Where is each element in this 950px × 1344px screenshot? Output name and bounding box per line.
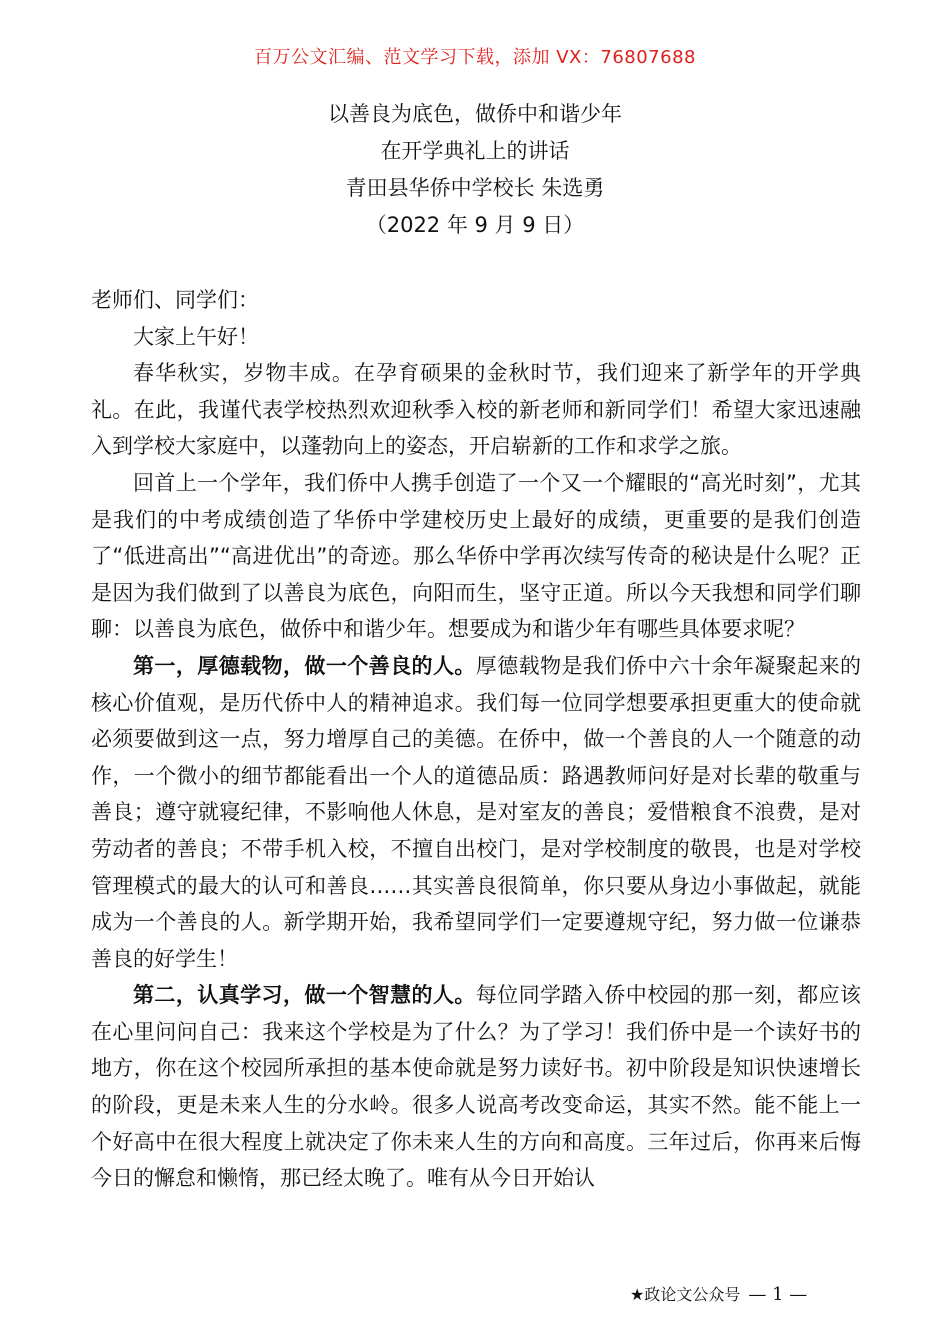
point-one-text: 厚德载物是我们侨中六十余年凝聚起来的核心价值观，是历代侨中人的精神追求。我们每一位同学想要承担更重大的使命就必须要做到这一点，努力增厚自己的美德。在侨中，做一个善良的人一个随意的动作，一个微小的细节都能看出一个人的道德品质：路遇教师问好是对长辈的敬重与善良；遵守就寝纪律，不影响他人休息，是对室友的善良；爱惜粮食不浪费，是对劳动者的善良；不带手机入校，不擅自出校门，是对学校制度的敬畏，也是对学校管理模式的最大的认可和善良……其实善良很简单，你只要从身边小事做起，就能成为一个善良的人。新学期开始，我希望同学们一定要遵规守纪，努力做一位谦恭善良的好学生！ [91,653,862,971]
footer-source: ★政论文公众号 [630,1285,741,1304]
speech-body [91,282,861,1197]
point-two-text: 每位同学踏入侨中校园的那一刻，都应该在心里问问自己：我来这个学校是为了什么？为了学习！我们侨中是一个读好书的地方，你在这个校园所承担的基本使命就是努力读好书。初中阶段是知识快速增长的阶段，更是未来人生的分水岭。很多人说高考改变命运，其实不然。能不能上一个好高中在很大程度上就决定了你未来人生的方向和高度。三年过后，你再来后悔今日的懈怠和懒惰，那已经太晚了。唯有从今日开始认 [91,983,862,1191]
page-footer [630,1284,807,1306]
paragraph-review: 回首上一个学年，我们侨中人携手创造了一个又一个耀眼的“高光时刻”，尤其是我们的中考成绩创造了华侨中学建校历史上最好的成绩，更重要的是我们创造了“低进高出”“高进优出”的奇迹。那么华侨中学再次续写传奇的秘诀是什么呢？正是因为我们做到了以善良为底色，向阳而生，坚守正道。所以今天我想和同学们聊聊：以善良为底色，做侨中和谐少年。想要成为和谐少年有哪些具体要求呢？ [91,470,861,642]
speech-date: （2022 年 9 月 9 日） [365,213,585,237]
point-one-heading: 第一，厚德载物，做一个善良的人。 [133,653,476,678]
promo-banner: 百万公文汇编、范文学习下载，添加 VX：76807688 [254,47,696,68]
greeting: 大家上午好！ [133,324,259,349]
speaker-line: 青田县华侨中学校长 朱选勇 [345,176,605,200]
title-block [0,96,950,244]
page-number: — 1 — [748,1284,808,1305]
salutation: 老师们、同学们： [91,288,259,312]
speech-title: 以善良为底色，做侨中和谐少年 [328,102,622,126]
paragraph-point-two [91,977,861,1197]
point-two-heading: 第二，认真学习，做一个智慧的人。 [133,983,476,1008]
paragraph-point-one [91,648,861,977]
speech-subtitle: 在开学典礼上的讲话 [380,139,570,163]
paragraph-opening: 春华秋实，岁物丰成。在孕育硕果的金秋时节，我们迎来了新学年的开学典礼。在此，我谨代表学校热烈欢迎秋季入校的新老师和新同学们！希望大家迅速融入到学校大家庭中，以蓬勃向上的姿态，开启崭新的工作和求学之旅。 [91,361,861,459]
